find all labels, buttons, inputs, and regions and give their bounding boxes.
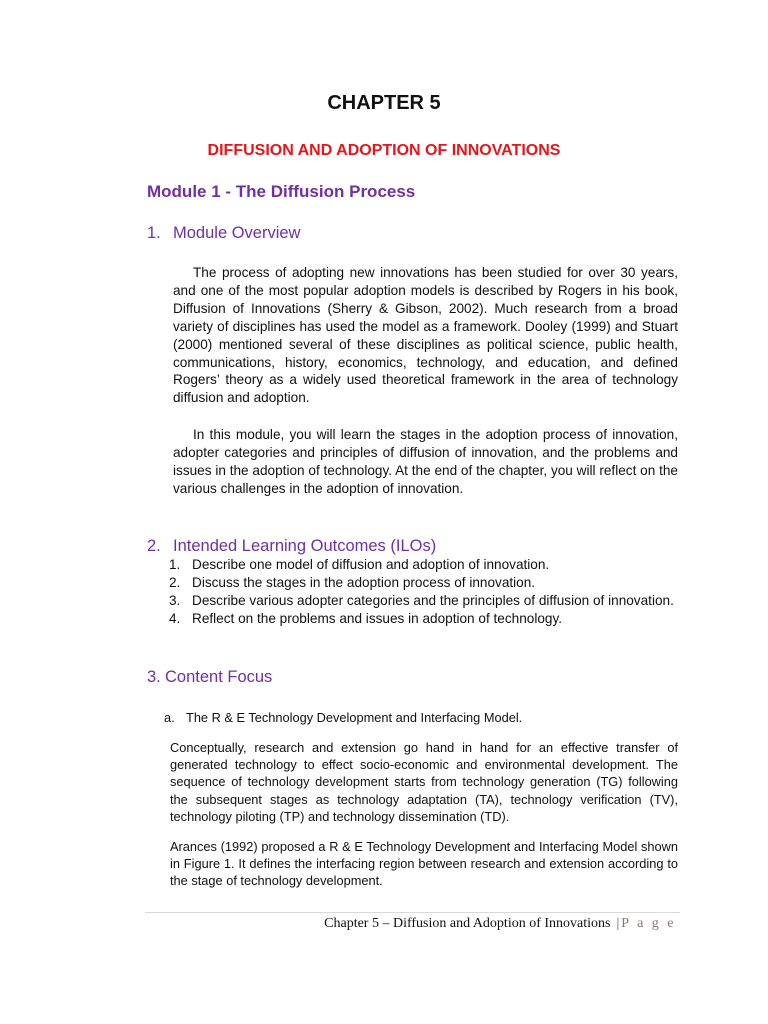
chapter-subtitle: DIFFUSION AND ADOPTION OF INNOVATIONS [207,142,561,159]
section-title: Intended Learning Outcomes (ILOs) [173,537,437,555]
section-number: 1. [147,224,161,242]
chapter-title: CHAPTER 5 [327,92,441,114]
footer-text: Chapter 5 – Diffusion and Adoption of Innovations [324,916,611,931]
page-footer [324,916,676,932]
module-title: Module 1 - The Diffusion Process [147,182,416,201]
footer-divider [145,912,680,913]
section-title: Content Focus [165,668,273,686]
section-title: Module Overview [173,224,301,242]
content-paragraph-2: Arances (1992) proposed a R & E Technology Development and Interfacing Model shown in Figure 1. It defines the interfacing region between research and extension according to the stage of technology development. [170,839,678,889]
content-item-a: a. The R & E Technology Development and Interfacing Model. [164,710,523,725]
section-heading-module-overview [147,224,300,243]
list-item: 1. Describe one model of diffusion and adoption of innovation. [169,557,550,572]
section-number: 2. [147,537,161,555]
section-heading-content-focus [147,668,272,687]
overview-paragraph-2: In this module, you will learn the stages in the adoption process of innovation, adopter categories and principles of diffusion of innovation, and the problems and issues in the adoption of technology. At the end of the chapter, you will reflect on the various challenges in the adoption of innovation. [173,427,678,496]
list-item: 2. Discuss the stages in the adoption process of innovation. [169,574,536,590]
ilo-list [169,556,679,628]
content-paragraph-1: Conceptually, research and extension go hand in hand for an effective transfer of generated technology to effect socio-economic and environmental development. The sequence of technology development starts from technology generation (TG) following the subsequent stages as technology adaptation (TA), technology verification (TV), technology piloting (TP) and technology dissemination (TD). [170,740,678,824]
list-item: 3. Describe various adopter categories and the principles of diffusion of innovation. [169,592,674,608]
section-heading-ilos [147,537,436,556]
overview-paragraph-1: The process of adopting new innovations has been studied for over 30 years, and one of the most popular adoption models is described by Rogers in his book, Diffusion of Innovations (Sherry & Gibson, 2002). Much research from a broad variety of disciplines has used the model as a framework. Dooley (1999) and Stuart (2000) mentioned several of these disciplines as political science, public health, communications, history, economics, technology, and education, and defined Rogers’ theory as a widely used theoretical framework in the area of technology diffusion and adoption. [173,265,678,406]
footer-separator: | [616,916,620,931]
list-item: 4. Reflect on the problems and issues in adoption of technology. [169,610,563,626]
footer-page-label: P a g e [621,916,676,931]
section-number: 3. [147,668,161,686]
